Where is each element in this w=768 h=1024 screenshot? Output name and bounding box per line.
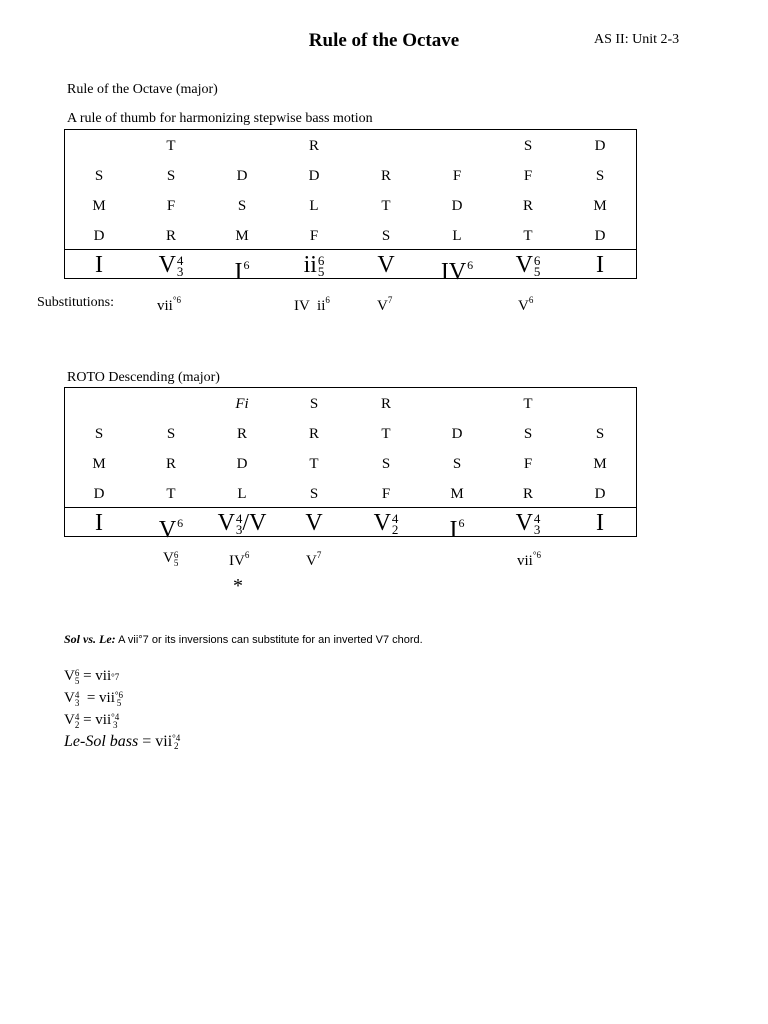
desc-cell: Fi bbox=[235, 396, 249, 412]
desc-cell: S bbox=[595, 426, 605, 442]
major-cell: R bbox=[522, 198, 533, 214]
major-cell: R bbox=[308, 138, 319, 154]
desc-chord: V bbox=[305, 510, 323, 536]
major-cell: M bbox=[593, 198, 607, 214]
desc-cell: T bbox=[381, 426, 391, 442]
major-cell: L bbox=[309, 198, 319, 214]
major-cell: S bbox=[166, 168, 176, 184]
table-divider bbox=[65, 249, 636, 250]
desc-cell: M bbox=[92, 456, 106, 472]
major-cell: D bbox=[93, 228, 105, 244]
substitution-3: $V^7$ bbox=[377, 295, 393, 314]
equation-2: V 4 3 = vii °6 5 bbox=[64, 689, 123, 708]
desc-cell: L bbox=[237, 486, 247, 502]
major-cell: F bbox=[523, 168, 533, 184]
desc-chord: I bbox=[596, 510, 604, 536]
major-chord: ii 6 5 bbox=[303, 252, 325, 280]
desc-cell: R bbox=[380, 396, 391, 412]
major-cell: S bbox=[237, 198, 247, 214]
asterisk-marker: * bbox=[233, 575, 243, 597]
major-chord: V 6 5 bbox=[515, 252, 541, 280]
note-lead: Sol vs. Le: bbox=[64, 632, 116, 646]
substitution-4: $V^6$ bbox=[518, 295, 534, 314]
section-label-descending: ROTO Descending (major) bbox=[67, 370, 220, 385]
major-cell: R bbox=[165, 228, 176, 244]
major-cell: D bbox=[451, 198, 463, 214]
substitution-1: vii$^{^\circ 6}$ bbox=[157, 295, 181, 314]
desc-cell: D bbox=[236, 456, 248, 472]
desc-substitution-3: $V^7$ bbox=[306, 550, 322, 569]
major-chord: $I^6$ bbox=[234, 258, 250, 285]
desc-cell: S bbox=[523, 426, 533, 442]
desc-cell: S bbox=[452, 456, 462, 472]
desc-cell: R bbox=[165, 456, 176, 472]
major-chord: I bbox=[596, 252, 604, 278]
major-cell: F bbox=[452, 168, 462, 184]
desc-cell: S bbox=[309, 486, 319, 502]
desc-chord: I bbox=[95, 510, 103, 536]
major-cell: L bbox=[452, 228, 462, 244]
major-chord: $IV^6$ bbox=[440, 258, 474, 285]
desc-cell: R bbox=[236, 426, 247, 442]
page-title: Rule of the Octave bbox=[308, 30, 460, 51]
major-cell: F bbox=[166, 198, 176, 214]
major-cell: F bbox=[309, 228, 319, 244]
desc-chord: $I^6$ bbox=[449, 516, 465, 543]
desc-cell: S bbox=[166, 426, 176, 442]
desc-cell: D bbox=[451, 426, 463, 442]
section-subtitle: A rule of thumb for harmonizing stepwise bass motion bbox=[67, 111, 373, 126]
desc-cell: R bbox=[308, 426, 319, 442]
substitutions-label: Substitutions: bbox=[37, 295, 115, 310]
desc-cell: F bbox=[523, 456, 533, 472]
desc-cell: D bbox=[93, 486, 105, 502]
equation-1: V 6 5 = vii °7 bbox=[64, 667, 120, 686]
substitution-2: IV $ii^6$ bbox=[294, 295, 330, 314]
desc-cell: T bbox=[523, 396, 533, 412]
equation-4: Le-Sol bass = vii °4 2 bbox=[64, 733, 181, 752]
desc-substitution-4: vii$^{^\circ 6}$ bbox=[517, 550, 541, 569]
major-chord: V 4 3 bbox=[158, 252, 184, 280]
major-cell: S bbox=[94, 168, 104, 184]
major-cell: M bbox=[92, 198, 106, 214]
desc-cell: M bbox=[593, 456, 607, 472]
desc-cell: F bbox=[381, 486, 391, 502]
desc-chord: $V^6$ bbox=[158, 516, 184, 543]
major-cell: D bbox=[308, 168, 320, 184]
major-cell: R bbox=[380, 168, 391, 184]
major-cell: S bbox=[595, 168, 605, 184]
major-cell: T bbox=[523, 228, 533, 244]
desc-cell: R bbox=[522, 486, 533, 502]
desc-substitution-2: $IV^6$ bbox=[229, 550, 250, 569]
major-chord: I bbox=[95, 252, 103, 278]
major-cell: S bbox=[381, 228, 391, 244]
table-divider bbox=[65, 507, 636, 508]
major-chord: V bbox=[377, 252, 395, 278]
sol-vs-le-note bbox=[64, 632, 423, 647]
desc-cell: T bbox=[166, 486, 176, 502]
section-label-major: Rule of the Octave (major) bbox=[67, 82, 218, 97]
desc-chord: V 4 3 bbox=[515, 510, 541, 538]
major-cell: T bbox=[166, 138, 176, 154]
major-cell: S bbox=[523, 138, 533, 154]
desc-chord: V 4 2 bbox=[373, 510, 399, 538]
desc-cell: S bbox=[94, 426, 104, 442]
major-cell: M bbox=[235, 228, 249, 244]
desc-cell: S bbox=[381, 456, 391, 472]
major-cell: D bbox=[594, 228, 606, 244]
equation-3: V 4 2 = vii °4 3 bbox=[64, 711, 120, 730]
desc-substitution-1: V 6 5 bbox=[163, 549, 179, 568]
major-cell: T bbox=[381, 198, 391, 214]
desc-cell: D bbox=[594, 486, 606, 502]
major-cell: D bbox=[236, 168, 248, 184]
desc-chord: V 4 3 /V bbox=[217, 510, 267, 538]
unit-label: AS II: Unit 2-3 bbox=[594, 32, 680, 47]
desc-cell: M bbox=[450, 486, 464, 502]
desc-cell: T bbox=[309, 456, 319, 472]
desc-cell: S bbox=[309, 396, 319, 412]
note-text: A vii°7 or its inversions can substitute for an inverted V7 chord. bbox=[115, 634, 423, 646]
major-cell: D bbox=[594, 138, 606, 154]
